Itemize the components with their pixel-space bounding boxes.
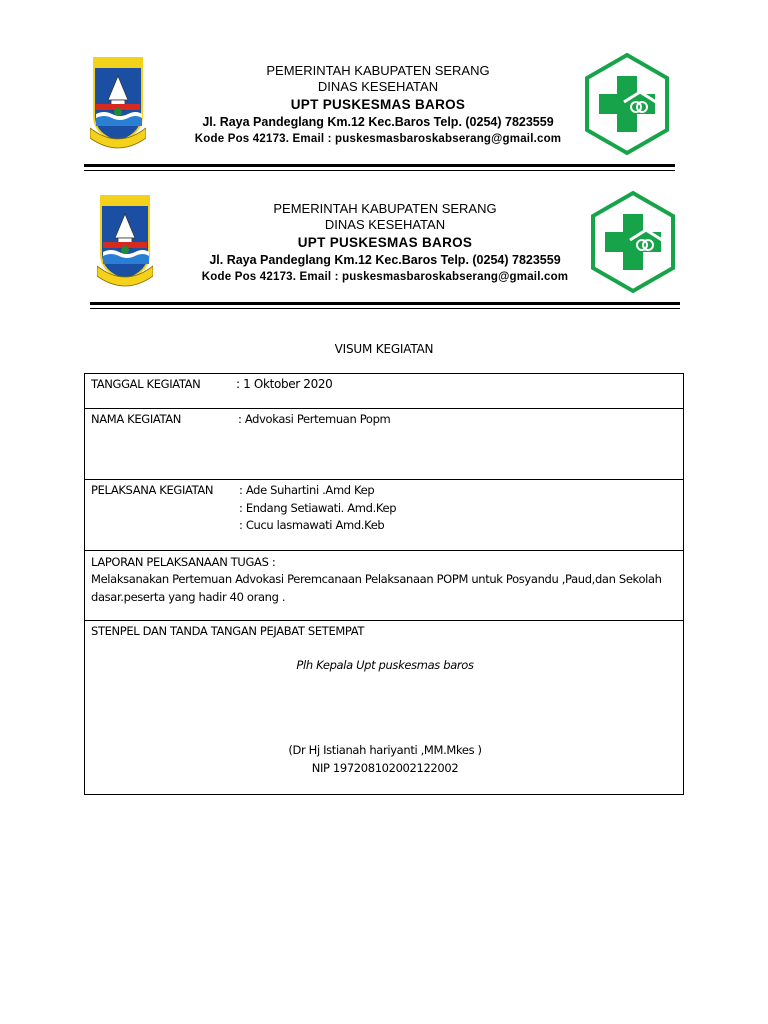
serang-regency-emblem-icon — [90, 54, 146, 154]
row-nama — [85, 409, 683, 480]
puskesmas-cross-logo-icon — [584, 52, 670, 156]
pelaksana-label: PELAKSANA KEGIATAN — [91, 483, 214, 497]
letterhead-1 — [0, 50, 768, 160]
letterhead-rule-thick — [90, 302, 680, 305]
pelaksana-item: : Cucu lasmawati Amd.Keb — [239, 518, 385, 532]
letterhead-agency: DINAS KESEHATAN — [317, 79, 439, 94]
nama-label: NAMA KEGIATAN — [91, 412, 182, 426]
pelaksana-item: : Ade Suhartini .Amd Kep — [239, 483, 375, 497]
tanggal-label: TANGGAL KEGIATAN — [91, 377, 201, 391]
laporan-label: LAPORAN PELAKSANAAN TUGAS : — [91, 555, 276, 569]
letterhead-text — [170, 201, 600, 285]
stempel-label: STENPEL DAN TANDA TANGAN PEJABAT SETEMPAT — [91, 624, 365, 638]
letterhead-unit: UPT PUSKESMAS BAROS — [290, 97, 466, 112]
letterhead-2 — [0, 188, 768, 298]
letterhead-address: Jl. Raya Pandeglang Km.12 Kec.Baros Telp. (0254) 7823559 — [209, 253, 561, 267]
letterhead-contact: Kode Pos 42173. Email : puskesmasbaroskabserang@gmail.com — [194, 133, 562, 145]
row-pelaksana — [85, 480, 683, 551]
laporan-text: Melaksanakan Pertemuan Advokasi Peremcanaan Pelaksanaan POPM untuk Posyandu ,Paud,dan Sekolah dasar.peserta yang hadir 40 orang . — [91, 572, 662, 604]
letterhead-gov-name: PEMERINTAH KABUPATEN SERANG — [266, 63, 490, 78]
signatory-nip: NIP 197208102002122002 — [311, 761, 459, 775]
row-laporan — [85, 551, 683, 621]
letterhead-contact: Kode Pos 42173. Email : puskesmasbaroskabserang@gmail.com — [201, 271, 569, 283]
letterhead-agency: DINAS KESEHATAN — [324, 217, 446, 232]
letterhead-unit: UPT PUSKESMAS BAROS — [297, 235, 473, 250]
letterhead-rule-thick — [84, 164, 675, 167]
letterhead-text — [163, 63, 593, 147]
signatory-role: Plh Kepala Upt puskesmas baros — [296, 658, 474, 672]
pelaksana-list — [239, 482, 396, 535]
pelaksana-item: : Endang Setiawati. Amd.Kep — [239, 500, 397, 515]
tanggal-value: : 1 Oktober 2020 — [236, 377, 333, 391]
row-stempel — [85, 621, 683, 794]
letterhead-rule-thin — [90, 308, 680, 309]
letterhead-gov-name: PEMERINTAH KABUPATEN SERANG — [273, 201, 497, 216]
letterhead-rule-thin — [84, 170, 675, 171]
letterhead-address: Jl. Raya Pandeglang Km.12 Kec.Baros Telp. (0254) 7823559 — [202, 115, 554, 129]
document-title: VISUM KEGIATAN — [334, 342, 434, 356]
row-tanggal — [85, 374, 683, 409]
serang-regency-emblem-icon — [97, 192, 153, 292]
signatory-name: (Dr Hj Istianah hariyanti ,MM.Mkes ) — [288, 743, 482, 757]
visum-table — [84, 373, 684, 795]
nama-value: : Advokasi Pertemuan Popm — [238, 412, 391, 426]
puskesmas-cross-logo-icon — [590, 190, 676, 294]
